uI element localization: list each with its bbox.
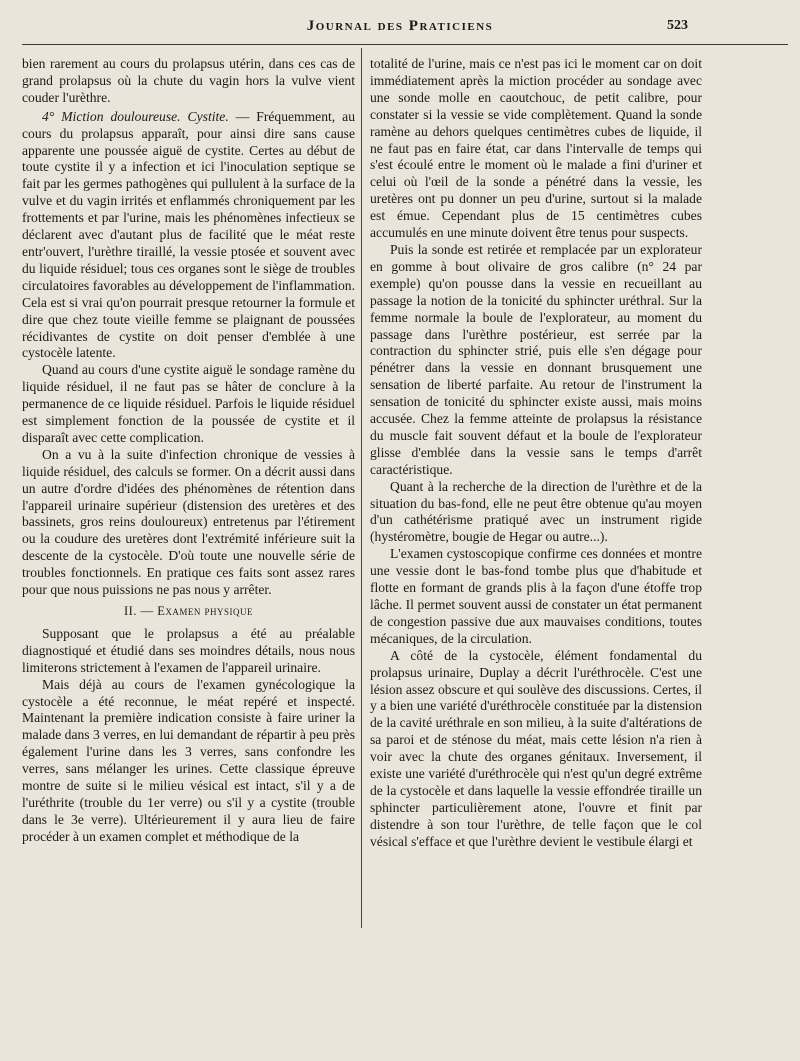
right-column: [370, 56, 702, 851]
paragraph: Mais déjà au cours de l'examen gynécologique la cystocèle a été reconnue, le méat repéré et inspecté. Maintenant la première indication consiste à faire uriner la malade dans 3 verres, en lui demandant de répartir à peu près également l'urine dans les 3 verres, sans confondre les verres, sans mélanger les urines. Cette classique épreuve montre de suite si le milieu vésical est intact, s'il y a de l'uréthrite (trouble du 1er verre) ou s'il y a cystite (trouble dans le 3e verre). Ultérieurement il y aura lieu de faire procéder à un examen complet et méthodique de la: [22, 676, 355, 844]
paragraph: A côté de la cystocèle, élément fondamental du prolapsus urinaire, Duplay a décrit l'uréthrocèle. C'est une lésion assez obscure et qui soulève des discussions. Certes, il y a bien une variété d'uréthrocèle constituée par la distension de la cavité uréthrale en son milieu, à la suite d'altérations de sa paroi et de sténose du méat, mais cette lésion n'a rien à voir avec la chute des organes génitaux. Inversement, il existe une variété d'uréthrocèle qui n'est qu'un degré extrême de la cystocèle et dans laquelle la vessie effondrée tiraille un sphincter particulièrement atone, l'ouvre et finit par distendre à son tour l'urèthre, de telle façon que le col vésical s'efface et que l'urèthre devient le vestibule élargi et: [370, 647, 702, 849]
header-rule: [22, 44, 788, 45]
paragraph: On a vu à la suite d'infection chronique de vessies à liquide résiduel, des calculs se former. On a décrit aussi dans un autre d'ordre d'idées des phénomènes de rétention dans l'appareil urinaire supérieur (distension des uretères et des bassinets, gros reins douloureux) entretenus par l'étirement ou la coudure des uretères dont l'extrémité inférieure suit la descente de la cystocèle. D'où toute une nouvelle série de troubles fonctionnels. En pratique ces faits sont assez rares pour que nous puissions ne pas nous y arrêter.: [22, 446, 355, 598]
paragraph: bien rarement au cours du prolapsus utérin, dans ces cas de grand prolapsus où la chute du vagin hors la vulve vient couder l'urèthre.: [22, 56, 355, 105]
journal-title: Journal des Praticiens: [306, 18, 494, 34]
left-column: [22, 56, 355, 846]
paragraph: Puis la sonde est retirée et remplacée par un explorateur en gomme à bout olivaire de gros calibre (n° 24 par exemple) qu'on pousse dans la vessie en recueillant au passage la notion de la tonicité du sphincter uréthral. Sur la femme normale la boule de l'explorateur, au moment du passage dans l'urèthre postérieur, est serrée par la contraction du sphincter strié, puis elle s'en dégage pour pénétrer dans la vessie en donnant brusquement une sensation de liberté parfaite. Au retour de l'instrument la sensation de tonicité du sphincter existe aussi, mais moins accusée. Chez la femme atteinte de prolapsus la résistance du muscle fait souvent défaut et la boule de l'explorateur glisse d'emblée dans la vessie sans le temps d'arrêt caractéristique.: [370, 241, 702, 477]
paragraph-heading: 4° Miction douloureuse. Cystite.: [42, 108, 229, 124]
paragraph: Quant à la recherche de la direction de l'urèthre et de la situation du bas-fond, elle ne peut être obtenue qu'au moyen d'un cathétérisme pratiqué avec un instrument rigide (hystéromètre, bougie de Hegar ou autre...).: [370, 478, 702, 545]
page-header: [0, 0, 800, 44]
section-heading: [22, 603, 355, 620]
paragraph: L'examen cystoscopique confirme ces données et montre une vessie dont le bas-fond tombe plus que d'habitude et flotte en formant de grands plis à la façon d'une étoffe trop lâche. Il permet souvent aussi de constater un état permanent de congestion passive due aux mauvaises conditions, toutes mécaniques, de la circulation.: [370, 546, 702, 646]
section-title: Examen physique: [157, 604, 253, 618]
paragraph: Quand au cours d'une cystite aiguë le sondage ramène du liquide résiduel, il ne faut pas se hâter de conclure à la permanence de ce liquide résiduel. Parfois le liquide résiduel est simplement fonction de la poussée de cystite et il disparaît avec cette complication.: [22, 362, 355, 445]
page-number: 523: [667, 18, 688, 33]
paragraph-body: — Fréquemment, au cours du prolapsus apparaît, pour ainsi dire sans cause apparente une poussée aiguë de cystite. Certes au début de toute cystite il y a infection et ici l'inoculation septique se fait par les germes pathogènes qui pullulent à la surface de la vulve et du vagin irrités et enflammés chroniquement par les frottements et par l'urine, mais les phénomènes infectieux se déclarent avec d'autant plus de facilité que le méat reste entr'ouvert, l'urèthre tiraillé, la vessie ptosée et souvent avec du liquide résiduel; tous ces organes sont le siège de troubles circulatoires favorables au développement de l'inflammation. Cela est si vrai qu'on pourrait presque retourner la formule et dire que chez toute vieille femme se plaignant de poussées récidivantes de cystite on doit penser d'emblée à une cystocèle latente.: [22, 108, 355, 361]
paragraph: [22, 109, 355, 363]
column-divider: [361, 48, 362, 928]
paragraph: Supposant que le prolapsus a été au préalable diagnostiqué et étudié dans ses moindres détails, nous nous limiterons strictement à l'examen de l'appareil urinaire.: [22, 625, 355, 675]
paragraph: totalité de l'urine, mais ce n'est pas ici le moment car on doit immédiatement après la miction procéder au sondage avec une sonde molle en caoutchouc, de petit calibre, pour constater si la vessie se vide complètement. Quand la sonde ramène au dehors quelques centimètres cubes de liquide, il ne faut pas en faire état, car dans l'intervalle de temps qui s'est écoulé entre le moment où le malade a fini d'uriner et celui où l'œil de la sonde a pénétré dans la vessie, les uretères ont pu donner un peu d'urine, surtout si la malade est émue. Cependant plus de 15 centimètres cubes accumulés en une minute doivent être tenus pour suspects.: [370, 56, 702, 241]
section-number: II. —: [124, 604, 158, 618]
